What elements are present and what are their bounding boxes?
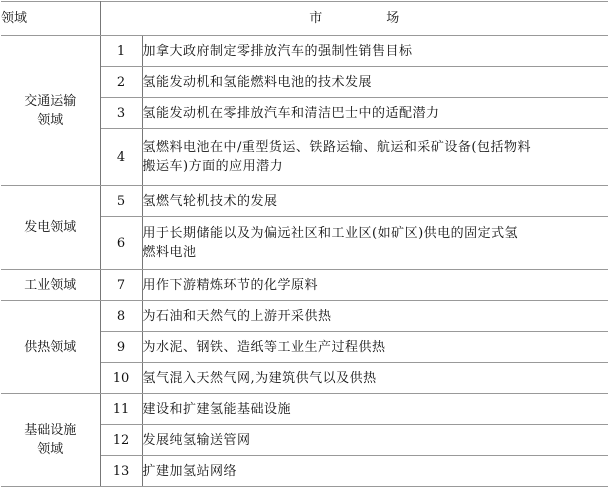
row-number: 7 (100, 270, 142, 301)
row-text: 氢燃气轮机技术的发展 (142, 186, 608, 217)
row-text: 发展纯氢输送管网 (142, 425, 608, 456)
row-text (142, 129, 608, 186)
header-market-right: 场 (386, 11, 400, 26)
row-text: 加拿大政府制定零排放汽车的强制性销售目标 (142, 36, 608, 67)
row-number: 2 (100, 67, 142, 98)
domain-label-line1: 发电领域 (24, 220, 77, 235)
domain-cell-industry (1, 270, 100, 301)
row-text: 为石油和天然气的上游开采供热 (142, 301, 608, 332)
table-row (1, 186, 608, 217)
header-domain: 领域 (1, 2, 100, 36)
row-number: 13 (100, 456, 142, 487)
row-number: 6 (100, 217, 142, 270)
row-number: 10 (100, 363, 142, 394)
row-number: 1 (100, 36, 142, 67)
row-text-line1: 用于长期储能以及为偏远社区和工业区(如矿区)供电的固定式氢 (142, 226, 519, 241)
row-text: 氢气混入天然气网,为建筑供气以及供热 (142, 363, 608, 394)
hydrogen-market-table (1, 1, 608, 487)
table-row (1, 270, 608, 301)
domain-label-line1: 交通运输 (24, 93, 77, 109)
row-number: 3 (100, 98, 142, 129)
row-text (142, 217, 608, 270)
row-number: 9 (100, 332, 142, 363)
row-number: 4 (100, 129, 142, 186)
row-text-line2: 搬运车)方面的应用潜力 (142, 159, 284, 174)
row-number: 5 (100, 186, 142, 217)
row-text: 扩建加氢站网络 (142, 456, 608, 487)
domain-cell-power (1, 186, 100, 270)
row-text: 为水泥、钢铁、造纸等工业生产过程供热 (142, 332, 608, 363)
table-header-row (1, 2, 608, 36)
table-row (1, 36, 608, 67)
domain-label-line1: 工业领域 (24, 277, 77, 293)
header-market (100, 2, 608, 36)
table-row (1, 394, 608, 425)
table-row (1, 301, 608, 332)
row-text: 氢能发动机和氢能燃料电池的技术发展 (142, 67, 608, 98)
header-market-left: 市 (309, 11, 323, 26)
domain-label-line2: 领域 (37, 442, 64, 457)
row-text: 建设和扩建氢能基础设施 (142, 394, 608, 425)
domain-label-line1: 基础设施 (24, 423, 77, 438)
domain-label-line2: 领域 (37, 112, 64, 128)
row-text: 氢能发动机在零排放汽车和清洁巴士中的适配潜力 (142, 98, 608, 129)
row-number: 12 (100, 425, 142, 456)
row-text-line1: 氢燃料电池在中/重型货运、铁路运输、航运和采矿设备(包括物料 (142, 140, 531, 155)
domain-cell-infrastructure (1, 394, 100, 487)
row-number: 8 (100, 301, 142, 332)
row-text: 用作下游精炼环节的化学原料 (142, 270, 608, 301)
domain-cell-heating (1, 301, 100, 394)
row-number: 11 (100, 394, 142, 425)
row-text-line2: 燃料电池 (142, 245, 197, 260)
domain-cell-transport (1, 36, 100, 186)
domain-label-line1: 供热领域 (24, 339, 77, 355)
